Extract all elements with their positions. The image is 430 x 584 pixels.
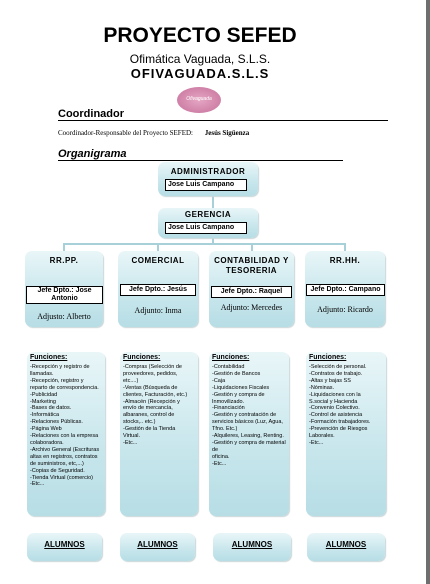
dept-rrpp-adjunto: Adjusto: Alberto [37, 312, 91, 321]
dept-comercial-title: COMERCIAL [131, 256, 185, 265]
funcion-item: -Financiación [212, 405, 245, 412]
dept-rrpp-alumnos: ALUMNOS [27, 533, 102, 561]
funcion-item: colaboradora. [30, 439, 64, 446]
funcion-item: -Nóminas. [309, 384, 335, 391]
dept-rrhh-jefe: Jefe Dpto.: Campano [306, 284, 385, 296]
connector-contabilidad [251, 243, 253, 251]
coordinador-line [58, 129, 249, 137]
funcion-item: -Selección de personal. [309, 364, 367, 370]
dept-comercial-funciones [120, 352, 198, 516]
dept-contabilidad-jefe: Jefe Dpto.: Raquel [211, 286, 292, 298]
funcion-item: -Gestión y contratación de [212, 412, 277, 419]
funcion-item: -Etc... [309, 439, 324, 446]
funcion-item: reparto de correspondencia. [30, 384, 99, 391]
funcion-item: -Liquidaciones Fiscales [212, 384, 270, 391]
dept-rrhh-alumnos: ALUMNOS [307, 533, 385, 561]
dept-rrhh-funciones-title: Funciones: [309, 354, 347, 361]
connector-admin-gerencia [212, 196, 214, 208]
dept-comercial-box [118, 251, 198, 327]
funcion-item: -Contabilidad [212, 364, 245, 370]
dept-rrhh-title: RR.HH. [329, 256, 361, 265]
connector-rrpp [63, 243, 65, 251]
funcion-item: -Publicidad [30, 391, 58, 398]
funcion-item: Tfno. Etc.) [212, 426, 238, 433]
dept-contabilidad-title: CONTABILIDAD Y TESORERIA [214, 256, 289, 275]
funcion-item: -Informática [30, 412, 60, 419]
coordinador-heading-text: Coordinador [58, 108, 124, 120]
funcion-item: altas en registros, contratos [30, 453, 98, 460]
funcion-item: -Contratos de trabajo. [309, 370, 363, 377]
funcion-item: servicios básicos (Luz, Agua, [212, 419, 283, 426]
dept-rrpp-title: RR.PP. [49, 256, 79, 265]
funcion-item: -Ventas (Búsqueda de [123, 384, 178, 391]
funcion-item: -Página Web [30, 426, 62, 433]
funcion-item: de suministros, etc,...) [30, 460, 84, 467]
funcion-item: -Marketing [30, 398, 56, 405]
dept-contabilidad-funciones [209, 352, 289, 516]
funcion-item: -Formación trabajadores. [309, 419, 371, 426]
funcion-item: S.social y Hacienda [309, 398, 358, 405]
dept-rrhh-funciones-list [309, 364, 370, 447]
funcion-item: -Liquidaciones con la [309, 391, 361, 398]
funcion-item: -Copias de Seguridad. [30, 467, 85, 474]
administrador-title: ADMINISTRADOR [170, 167, 246, 176]
funcion-item: -Recepción y registro de [30, 364, 90, 370]
funcion-item: -Compras (Selección de [123, 364, 182, 370]
funcion-item: Laborales. [309, 433, 335, 440]
dept-contabilidad-box [209, 251, 294, 327]
coordinador-name: Jesús Sigüenza [204, 129, 250, 137]
dept-comercial-adjunto: Adjunto: Inma [134, 306, 182, 315]
funcion-item: -Altas y bajas SS [309, 377, 351, 384]
coordinador-heading [58, 108, 388, 121]
funcion-item: -Bases de datos. [30, 405, 72, 412]
funcion-item: -Relaciones con la empresa [30, 433, 99, 440]
funcion-item: -Archivo General (Escrituras [30, 446, 100, 453]
organigrama-heading [58, 148, 343, 161]
dept-rrhh-box [305, 251, 385, 327]
dept-comercial-funciones-list [123, 364, 187, 447]
connector-comercial [157, 243, 159, 251]
funcion-item: albaranes, control de [123, 412, 175, 419]
funcion-item: llamadas. [30, 370, 54, 377]
dept-comercial-funciones-title: Funciones: [123, 354, 161, 361]
funcion-item: -Control de asistencia [309, 412, 363, 419]
funcion-item: -Etc... [30, 481, 45, 488]
funcion-item: stocks,.. etc.) [123, 419, 156, 426]
dept-contabilidad-funciones-list [212, 364, 289, 468]
funcion-item: oficina. [212, 453, 230, 460]
administrador-box [158, 162, 258, 196]
gerencia-box [158, 208, 258, 238]
funcion-item: -Gestión de Bancos [212, 370, 261, 377]
dept-rrpp-jefe: Jefe Dpto.: Jose Antonio [26, 286, 103, 304]
dept-rrhh-funciones [306, 352, 386, 516]
funcion-item: -Gestión y compra de [212, 391, 265, 398]
administrador-name: Jose Luis Campano [165, 179, 247, 191]
funcion-item: -Almacén (Recepción y [123, 398, 180, 405]
dept-rrhh-adjunto: Adjunto: Ricardo [317, 305, 373, 314]
page-edge [426, 0, 430, 584]
dept-contabilidad-funciones-title: Funciones: [212, 354, 250, 361]
dept-comercial-alumnos: ALUMNOS [120, 533, 195, 561]
funcion-item: -Alquileres, Leasing, Renting. [212, 433, 284, 440]
funcion-item: -Convenio Colectivo. [309, 405, 360, 412]
dept-rrpp-funciones-list [30, 364, 99, 488]
dept-comercial-jefe: Jefe Dpto.: Jesús [120, 284, 196, 296]
connector-horizontal [63, 243, 346, 245]
funcion-item: -Gestión de la Tienda [123, 426, 176, 433]
logo-text: Ofivaguada [186, 96, 212, 102]
dept-rrpp-funciones [27, 352, 105, 516]
connector-rrhh [344, 243, 346, 251]
dept-rrpp-funciones-title: Funciones: [30, 354, 68, 361]
funcion-item: -Caja [212, 377, 226, 384]
funcion-item: -Tienda Virtual (comercio) [30, 474, 93, 481]
funcion-item: -Relaciones Públicas. [30, 419, 83, 426]
page-subtitle: Ofimática Vaguada, S.L.S. [129, 52, 271, 66]
funcion-item: -Etc... [123, 439, 138, 446]
organigrama-heading-text: Organigrama [58, 148, 127, 160]
funcion-item: Inmovilizado. [212, 398, 245, 405]
gerencia-title: GERENCIA [184, 210, 232, 219]
funcion-item: etc....) [123, 377, 139, 384]
company-name: OFIVAGUADA.S.L.S [130, 66, 270, 81]
funcion-item: clientes, Facturación, etc.) [123, 391, 188, 398]
dept-rrpp-box [25, 251, 103, 327]
funcion-item: Virtual. [123, 433, 141, 440]
funcion-item: -Etc... [212, 460, 227, 467]
gerencia-name: Jose Luis Campano [165, 222, 247, 234]
funcion-item: envío de mercancía, [123, 405, 173, 412]
funcion-item: -Recepción, registro y [30, 377, 84, 384]
page-title: PROYECTO SEFED [103, 24, 297, 47]
dept-contabilidad-alumnos: ALUMNOS [213, 533, 291, 561]
funcion-item: -Prevención de Riesgos [309, 426, 368, 433]
coordinador-label: Coordinador-Responsable del Proyecto SEFED: [58, 129, 193, 137]
funcion-item: proveedores, pedidos, [123, 370, 178, 377]
dept-contabilidad-adjunto: Adjunto: Mercedes [220, 303, 283, 312]
funcion-item: -Gestión y compra de material de [212, 439, 286, 453]
